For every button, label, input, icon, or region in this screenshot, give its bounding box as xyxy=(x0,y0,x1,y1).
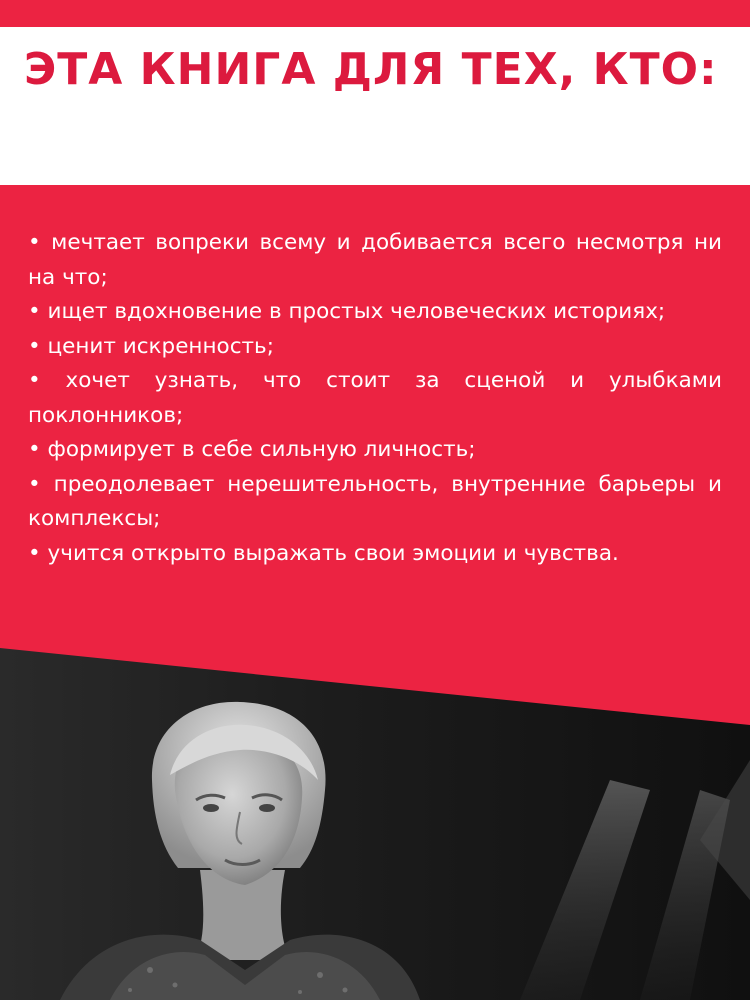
list-item: • учится открыто выражать свои эмоции и чувства. xyxy=(28,540,619,566)
list-item: • ценит искренность; xyxy=(28,333,274,359)
list-item: • ищет вдохновение в простых человеческих историях; xyxy=(28,299,666,324)
top-red-strip xyxy=(0,0,750,27)
bullet-list xyxy=(28,226,722,571)
list-item: • мечтает вопреки всему и добивается всего несмотря ни на что; xyxy=(28,230,722,290)
woman-portrait-photo xyxy=(0,640,750,1000)
list-item: • формирует в себе сильную личность; xyxy=(28,437,476,462)
list-item: • преодолевает нерешительность, внутренние барьеры и комплексы; xyxy=(28,471,722,531)
list-item: • хочет узнать, что стоит за сценой и улыбками поклонников; xyxy=(28,368,722,428)
page-title: ЭТА КНИГА ДЛЯ ТЕХ, КТО: xyxy=(24,44,718,95)
